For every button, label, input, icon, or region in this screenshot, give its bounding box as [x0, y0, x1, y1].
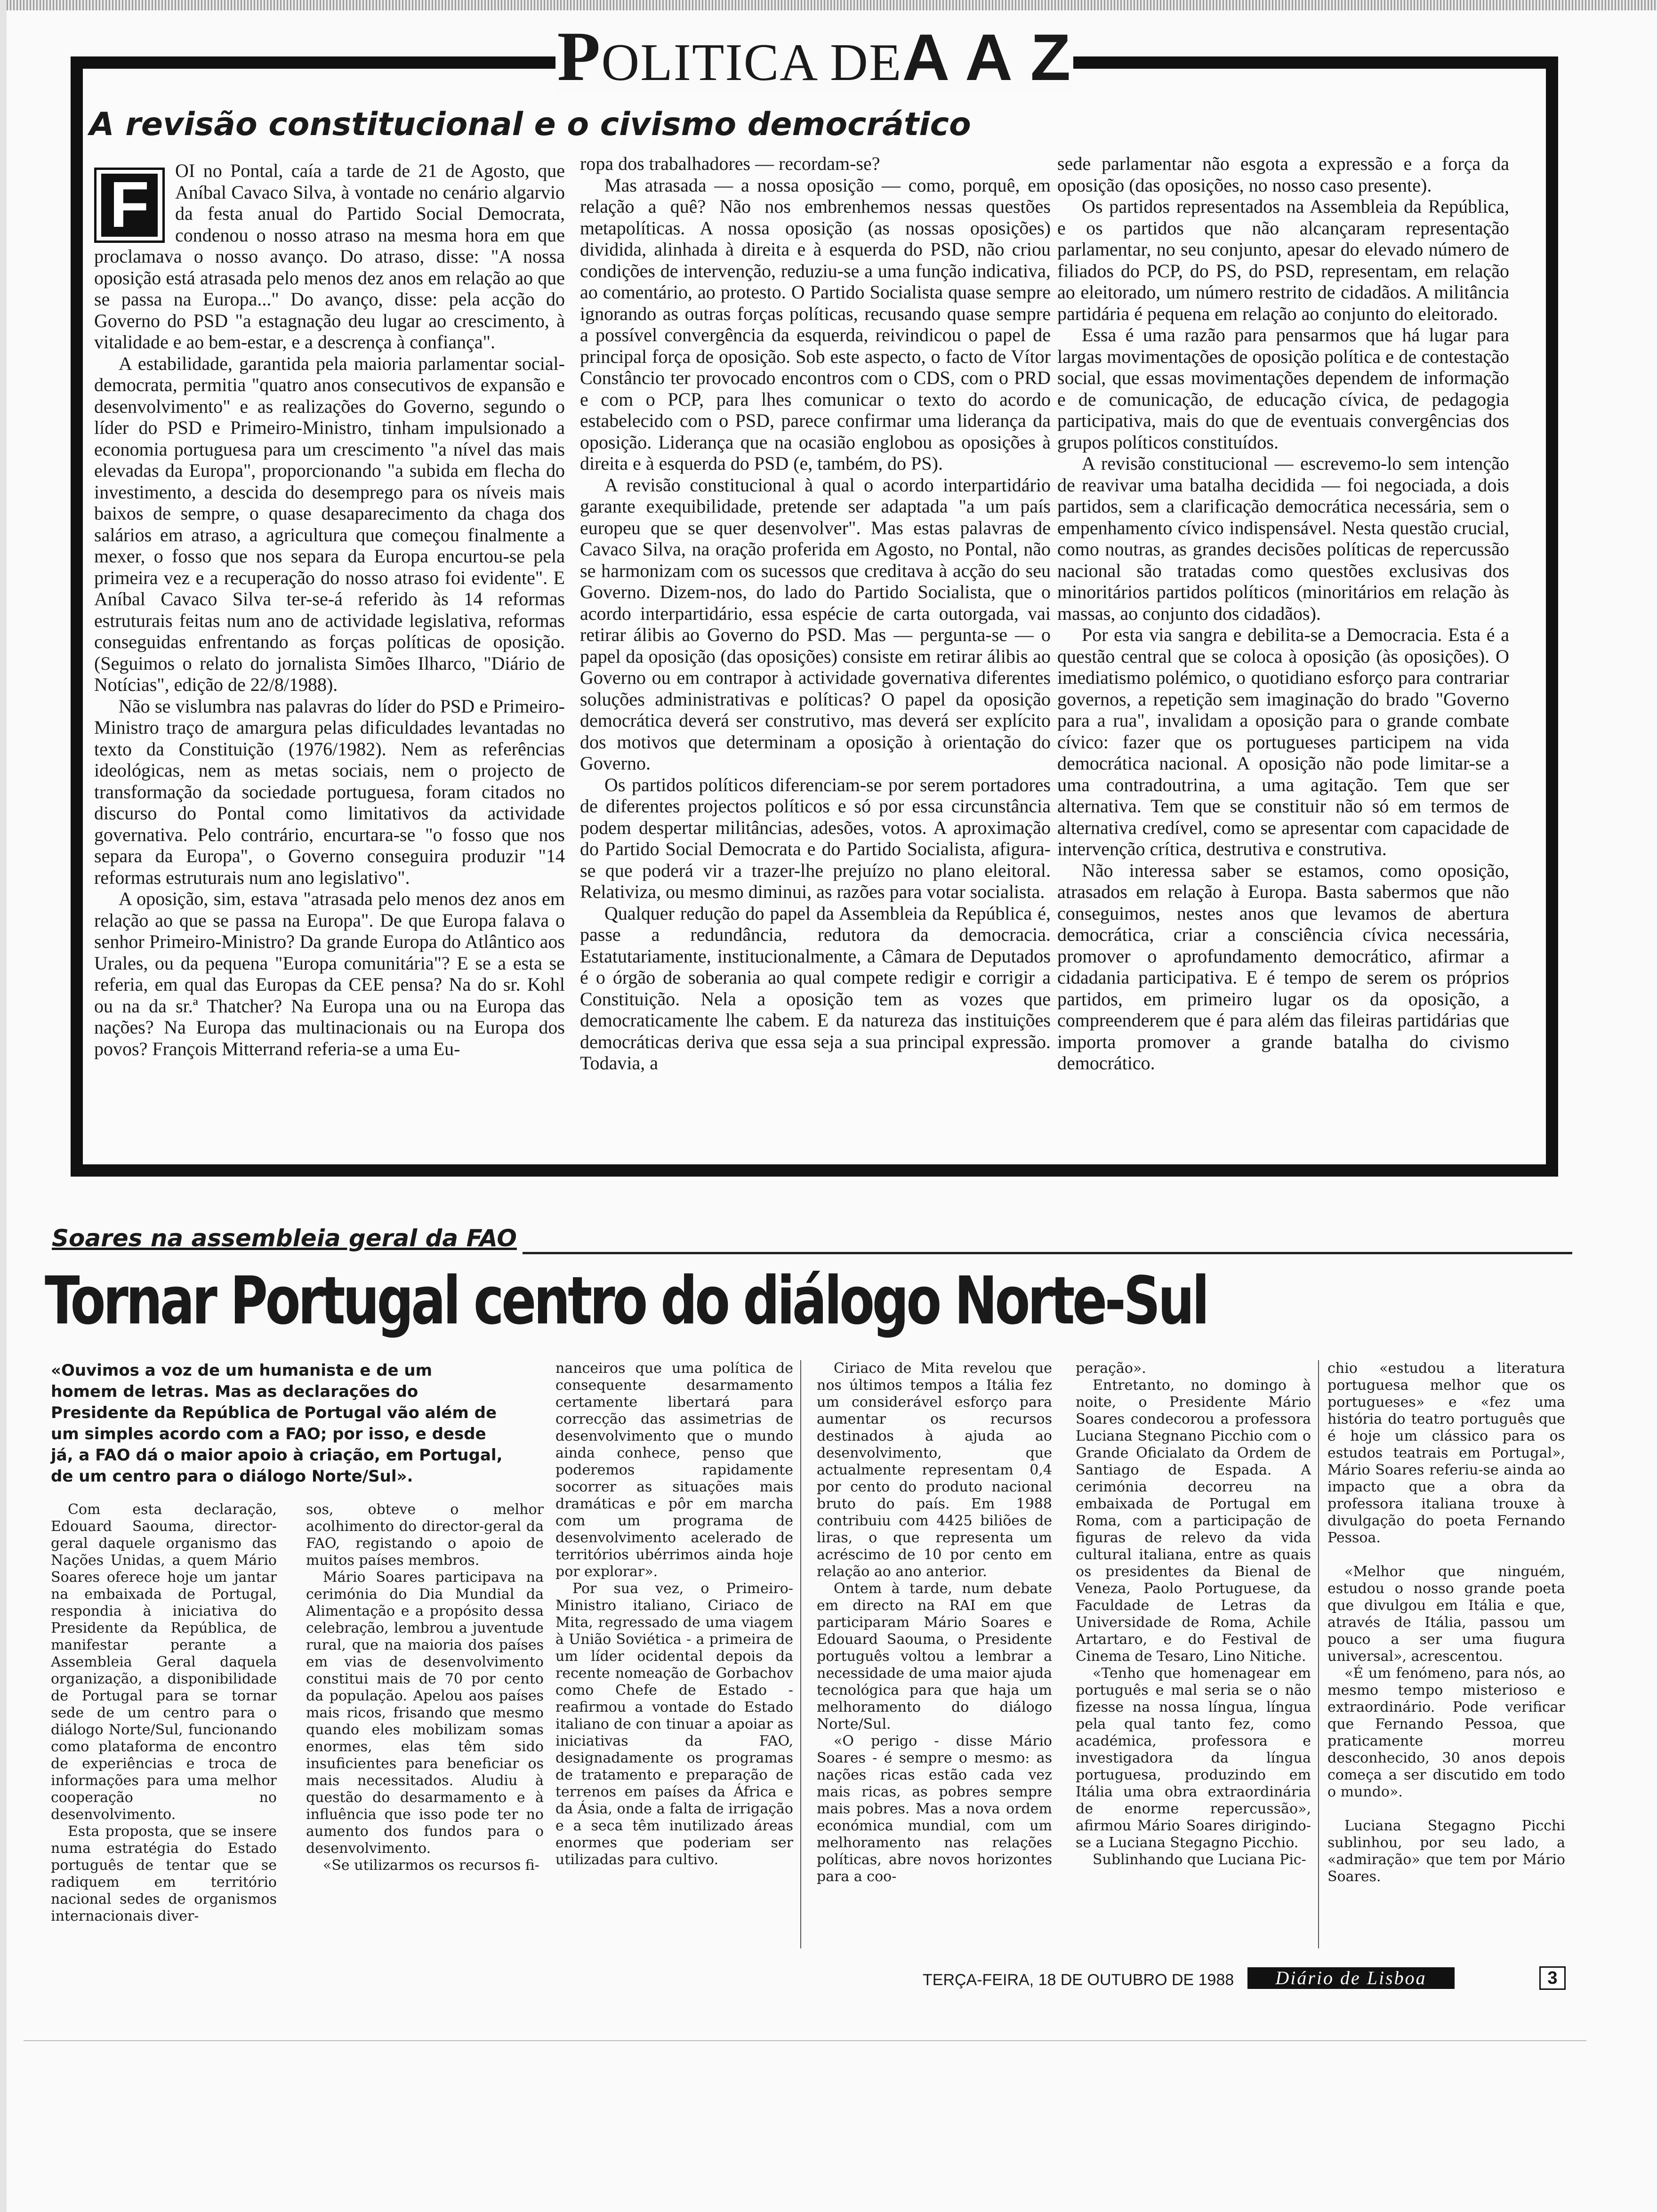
scan-edge-top — [0, 0, 1657, 10]
news-lead: «Ouvimos a voz de um humanista e de um homem de letras. Mas as declarações do Presidente da República de Portugal vão além de um simples acordo com a FAO; por isso, e desde já, a FAO dá o maior apoio à criação, em Portugal, de um centro para o diálogo Norte/Sul». — [51, 1361, 503, 1486]
paragraph: Qualquer redução do papel da Assembleia da República é, passe a redundância, redutora da democracia. Estatutariamente, institucionalmente, a Câmara de Deputados é o órgão de soberania ao qual compete redigir e corrigir a Constituição. Nela a oposição tem as vozes que democraticamente lhe cabem. E da natureza das instituições democráticas deriva que essa seja a sua principal expressão. Todavia, a — [580, 902, 1051, 1074]
page-number: 3 — [1539, 1966, 1566, 1990]
news-column-6 — [1327, 1360, 1565, 1885]
paragraph: «Tenho que homenagear em português e mal seria se o não fizesse na nossa língua, língua pela qual tanto fez, como académica, professora e investigadora da língua portuguesa, produzindo em Itália uma obra extraordinária de enorme repercussão», afirmou Mário Soares dirigindo-se a Luciana Stegagno Picchio. — [1076, 1665, 1311, 1851]
paragraph: Ciriaco de Mita revelou que nos últimos tempos a Itália fez um considerável esforço para aumentar os recursos destinados à ajuda ao desenvolvimento, que actualmente representam 0,4 por cento do produto nacional bruto do país. Em 1988 contribuiu com 4425 biliões de liras, o que representa um acréscimo de 10 por cento em relação ao ano anterior. — [817, 1360, 1052, 1580]
paragraph: nanceiros que uma política de consequente desarmamento certamente libertará para correcção das assimetrias de desenvolvimento que o mundo ainda conhece, penso que poderemos rapidamente socorrer as situações mais dramáticas e pôr em marcha com um programa de desenvolvimento acelerado de territórios ubérrimos ainda hoje por explorar». — [555, 1360, 793, 1580]
paragraph: Entretanto, no domingo à noite, o Presidente Mário Soares condecorou a professora Luciana Stegnano Picchio com o Grande Oficialato da Ordem de Santiago de Espada. A cerimónia decorreu na embaixada de Portugal em Roma, com a participação de figuras de relevo da vida cultural italiana, entre as quais os presidentes da Bienal de Veneza, Paolo Portuguese, da Faculdade de Letras da Universidade de Roma, Achile Artartaro, e do Festival de Cinema de Tesaro, Lino Nitiche. — [1076, 1377, 1311, 1665]
news-column-5 — [1076, 1360, 1311, 1868]
paragraph: Esta proposta, que se insere numa estratégia do Estado português de tentar que se radiquem em território nacional sedes de organismos internacionais diver- — [51, 1823, 277, 1924]
paragraph: Sublinhando que Luciana Pic- — [1093, 1851, 1306, 1868]
newspaper-masthead: Diário de Lisboa — [1247, 1967, 1455, 1989]
column-divider — [1318, 1360, 1319, 1948]
paragraph: A revisão constitucional — escrevemo-lo sem intenção de reavivar uma batalha decidida — foi negociada, a dois partidos, sem a clarificação democrática necessária, sem o empenhamento cívico indispensável. Nesta questão crucial, como noutras, as grandes decisões políticas de repercussão nacional são tratadas como questões exclusivas dos minoritários partidos políticos (minoritários em relação às massas, ao conjunto dos cidadãos). — [1057, 453, 1509, 624]
news-column-4 — [817, 1360, 1052, 1885]
news-column-2 — [306, 1501, 544, 1874]
paragraph: Por sua vez, o Primeiro-Ministro italiano, Ciriaco de Mita, regressado de uma viagem à União Soviética - a primeira de um líder ocidental depois da recente nomeação de Gorbachov como Chefe de Estado - reafirmou a vontade do Estado italiano de con tinuar a apoiar as iniciativas da FAO, designadamente os programas de tratamento e preparação de terrenos em países da África e da Ásia, onde a falta de irrigação e a seca têm inutilizado áreas enormes que poderiam ser utilizadas para cultivo. — [555, 1580, 793, 1868]
paragraph: Os partidos políticos diferenciam-se por serem portadores de diferentes projectos políticos e só por essa circunstância podem despertar militâncias, adesões, votos. A aproximação do Partido Social Democrata e do Partido Socialista, afigura-se que poderá vir a trazer-lhe prejuízo no plano eleitoral. Relativiza, ou mesmo diminui, as razões para votar socialista. — [580, 774, 1051, 902]
section-heading-text: OLITICA DE — [601, 33, 902, 92]
editorial-column-1 — [94, 160, 565, 1059]
editorial-title: A revisão constitucional e o civismo democrático — [89, 106, 971, 143]
paragraph: A oposição, sim, estava "atrasada pelo menos dez anos em relação ao que se passa na Europa". De que Europa falava o senhor Primeiro-Ministro? Da grande Europa do Atlântico aos Urales, ou da pequena "Europa comunitária"? E se a esta se referia, em qual das Europas da CEE pensa? Na do sr. Kohl ou na da sr.ª Thatcher? Na Europa una ou na Europa das nações? Na Europa das multinacionais ou na Europa dos povos? François Mitterrand referia-se a uma Eu- — [94, 888, 565, 1059]
paragraph: Por esta via sangra e debilita-se a Democracia. Esta é a questão central que se coloca à oposição (às oposições). O imediatismo polémico, o quotidiano esforço para contrariar governos, a repetição sem imaginação do brado "Governo para a rua", invalidam a oposição para o grande combate cívico: fazer que os portugueses participem na vida democrática nacional. A oposição não pode limitar-se a uma contradoutrina, a uma agitação. Tem que ser alternativa. Tem que se constituir não só em termos de alternativa credível, como se apresentar com capacidade de intervenção crítica, destrutiva e construtiva. — [1057, 624, 1509, 859]
drop-cap — [94, 168, 165, 243]
paragraph: ropa dos trabalhadores — recordam-se? — [580, 153, 880, 174]
paragraph: sede parlamentar não esgota a expressão e a força da oposição (das oposições, no nosso caso presente). — [1057, 153, 1509, 196]
paragraph: Os partidos representados na Assembleia da República, e os partidos que não alcançaram representação parlamentar, no seu conjunto, apesar do elevado número de filiados do PCP, do PS, do PSD, representam, em relação ao eleitorado, um número restrito de cidadãos. A militância partidária é pequena em relação ao conjunto do eleitorado. — [1057, 196, 1509, 324]
paragraph: Não se vislumbra nas palavras do líder do PSD e Primeiro-Ministro traço de amargura pelas dificuldades levantadas no texto da Constituição (1976/1982). Nem as referências ideológicas, nem as metas sociais, nem o projecto de transformação da sociedade portuguesa, foram citados no discurso do Pontal como limitativos da actividade governativa. Pelo contrário, encurtara-se "o fosso que nos separa da Europa", o Governo conseguira produzir "14 reformas estruturais num ano legislativo". — [94, 695, 565, 888]
bottom-rule — [24, 2040, 1586, 2041]
paragraph: sos, obteve o melhor acolhimento do director-geral da FAO, registando o apoio de muitos países membros. — [306, 1501, 544, 1569]
section-heading-az: A A Z — [902, 20, 1072, 94]
issue-date: TERÇA-FEIRA, 18 DE OUTUBRO DE 1988 — [923, 1971, 1234, 1989]
paragraph: peração». — [1076, 1360, 1146, 1377]
paragraph: «Melhor que ninguém, estudou o nosso grande poeta que divulgou em Itália e que, através de Itália, passou um pouco a ser uma fiugura universal», acrescentou. — [1327, 1563, 1565, 1665]
paragraph: Ontem à tarde, num debate em directo na RAI em que participaram Mário Soares e Edouard Saouma, o Presidente português voltou a lembrar a necessidade de uma maior ajuda tecnológica para que haja um melhoramento do diálogo Norte/Sul. — [817, 1580, 1052, 1732]
paragraph: Mas atrasada — a nossa oposição — como, porquê, em relação a quê? Não nos embrenhemos nessas questões metapolíticas. A nossa oposição (as nossas oposições) dividida, alinhada à direita e à esquerda do PSD, não criou condições de intervenção, reduziu-se a uma função indicativa, ao comentário, ao protesto. O Partido Socialista quase sempre ignorando as outras forças políticas, recusando quase sempre a possível convergência da esquerda, reivindicou o papel de principal força de oposição. Sob este aspecto, o facto de Vítor Constâncio ter provocado encontros com o CDS, com o PRD e com o PCP, para lhes comunicar o texto do acordo estabelecido com o PSD, parece confirmar uma liderança da oposição. Liderança que na ocasião englobou as oposições à direita e à esquerda do PSD (e, também, do PS). — [580, 174, 1051, 474]
editorial-column-3 — [1057, 153, 1509, 1074]
drop-cap-letter: F — [101, 174, 158, 237]
paragraph: A estabilidade, garantida pela maioria parlamentar social-democrata, permitia "quatro anos consecutivos de expansão e desenvolvimento" e as realizações do Governo, segundo o líder do PSD e Primeiro-Ministro, tinham impulsionado a economia portuguesa para um crescimento "a nível das mais elevadas da Europa", proporcionando "a subida em flecha do investimento, a descida do desemprego para os níveis mais baixos de sempre, o quase desaparecimento da chaga dos salários em atraso, a agricultura que começou finalmente a mexer, o fosso que nos separa da Europa encurtou-se pela primeira vez e a recuperação do nosso atraso foi evidente". E Aníbal Cavaco Silva ter-se-á referido às 14 reformas estruturais feitas num ano de actividade legislativa, reformas conseguidas enfrentando as forças políticas de oposição. (Seguimos o relato do jornalista Simões Ilharco, "Diário de Notícias", edição de 22/8/1988). — [94, 353, 565, 695]
kicker-rule — [523, 1252, 1572, 1254]
section-heading-initial: P — [557, 17, 602, 96]
paragraph: A revisão constitucional à qual o acordo interpartidário garante exequibilidade, pretende ser adaptada "a um país europeu que se quer desenvolver". Mas estas palavras de Cavaco Silva, na oração proferida em Agosto, no Pontal, não se harmonizam com os sucessos que creditava à acção do seu Governo. Dizem-nos, do lado do Partido Socialista, que o acordo interpartidário, essa espécie de carta outorgada, vai retirar álibis ao Governo do PSD. Mas — pergunta-se — o papel da oposição (das oposições) consiste em retirar álibis ao Governo ou em contrapor à actividade governativa diferentes soluções administrativas e políticas? O papel da oposição democrática deverá ser construtivo, mas deverá ser explícito dos motivos que determinam a oposição à orientação do Governo. — [580, 474, 1051, 774]
paragraph: Mário Soares participava na cerimónia do Dia Mundial da Alimentação e a propósito dessa celebração, lembrou a juventude rural, que na maioria dos países em vias de desenvolvimento constitui mais de 70 por cento da população. Apelou aos países mais ricos, frisando que mesmo quando eles mobilizam somas enormes, elas têm sido insuficientes para beneficiar os mais necessitados. Aludiu à questão do desarmamento e à influência que isso pode ter no aumento dos fundos para o desenvolvimento. — [306, 1569, 544, 1857]
paragraph: Essa é uma razão para pensarmos que há lugar para largas movimentações de oposição política e de contestação social, que essas movimentações dependem de informação e de comunicação, de educação cívica, de pedagogia participativa, mais do que de eventuais convergências dos grupos políticos constituídos. — [1057, 324, 1509, 453]
paragraph: «O perigo - disse Mário Soares - é sempre o mesmo: as nações ricas estão cada vez mais ricas, as pobres sempre mais pobres. Mas a nova ordem económica mundial, com um melhoramento nas relações políticas, abre novos horizontes para a coo- — [817, 1733, 1052, 1885]
paragraph: Luciana Stegagno Picchi sublinhou, por seu lado, a «admiração» que tem por Mário Soares. — [1327, 1818, 1565, 1885]
news-headline: Tornar Portugal centro do diálogo Norte-Sul — [45, 1263, 1207, 1339]
news-column-3 — [555, 1360, 793, 1868]
column-divider — [800, 1360, 801, 1948]
scan-edge-left — [0, 0, 7, 2212]
paragraph: «Se utilizarmos os recursos fi- — [323, 1857, 539, 1874]
paragraph: chio «estudou a literatura portuguesa melhor que os portugueses» e «fez uma história do teatro português que é hoje um clássico para os estudos teatrais em Portugal», Mário Soares referiu-se ainda ao impacto que a obra da professora italiana trouxe à divulgação do poeta Fernando Pessoa. — [1327, 1360, 1565, 1546]
paragraph: «É um fenómeno, para nós, ao mesmo tempo misterioso e extraordinário. Pode verificar que Fernando Pessoa, que praticamente morreu desconhecido, 30 anos depois começa a ser discutido em todo o mundo». — [1327, 1665, 1565, 1800]
paragraph: OI no Pontal, caía a tarde de 21 de Agosto, que Aníbal Cavaco Silva, à vontade no cenário algarvio da festa anual do Partido Social Democrata, condenou o nosso atraso na mesma hora em que proclamava o nosso avanço. Do atraso, disse: "A nossa oposição está atrasada pelo menos dez anos em relação ao que se passa na Europa..." Do avanço, disse: pela acção do Governo do PSD "a estagnação deu lugar ao crescimento, à vitalidade e ao bem-estar, e a descrença à confiança". — [94, 160, 565, 353]
paragraph: Não interessa saber se estamos, como oposição, atrasados em relação à Europa. Basta sabermos que não conseguimos, nestes anos que levamos de abertura democrática, criar a consciência cívica necessária, promover o aprofundamento democrático, afirmar a cidadania participativa. E é tempo de serem os próprios partidos, em primeiro lugar os da oposição, a compreenderem que é para além das fileiras partidárias que importa promover a grande batalha do civismo democrático. — [1057, 859, 1509, 1074]
editorial-column-2 — [580, 153, 1051, 1074]
section-heading — [555, 19, 1073, 94]
paragraph: Com esta declaração, Edouard Saouma, director-geral daquele organismo das Nações Unidas, a quem Mário Soares oferece hoje um jantar na embaixada de Portugal, respondia à iniciativa do Presidente da República, de manifestar perante a Assembleia Geral daquela organização, a disponibilidade de Portugal para se tornar sede de um centro para o diálogo Norte/Sul, funcionando como plataforma de encontro de experiências e troca de informações para uma melhor cooperação no desenvolvimento. — [51, 1501, 277, 1823]
news-column-1 — [51, 1501, 277, 1925]
news-kicker: Soares na assembleia geral da FAO — [52, 1225, 517, 1252]
